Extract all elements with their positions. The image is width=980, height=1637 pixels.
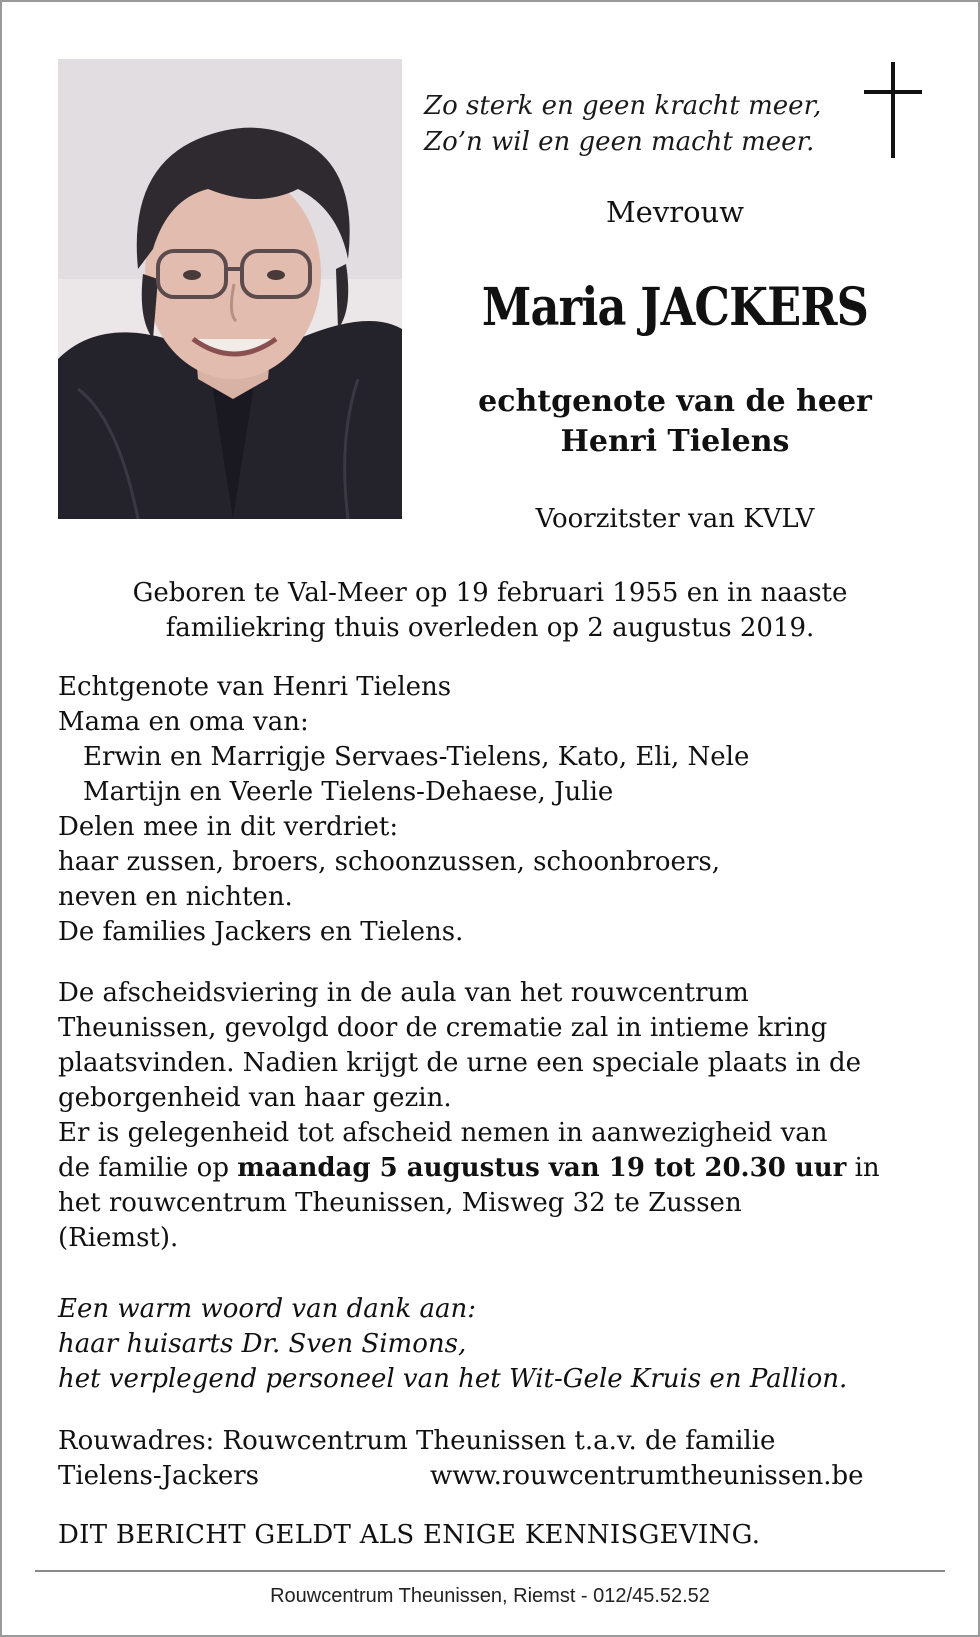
visit-time: maandag 5 augustus van 19 tot 20.30 uur	[237, 1153, 847, 1183]
relatives-line: De families Jackers en Tielens.	[58, 917, 464, 947]
spouse-name: Henri Tielens	[560, 424, 790, 459]
verse	[424, 88, 824, 160]
child-line: Martijn en Veerle Tielens-Dehaese, Julie	[83, 777, 614, 807]
service-line: Er is gelegenheid tot afscheid nemen in aanwezigheid van	[58, 1118, 828, 1148]
visit-line	[58, 1151, 938, 1186]
verse-line: Zo sterk en geen kracht meer,	[424, 91, 822, 121]
spouse-line: Echtgenote van Henri Tielens	[58, 672, 452, 702]
born-line: Geboren te Val-Meer op 19 februari 1955 en in naaste	[132, 578, 848, 608]
visit-suffix: in	[846, 1153, 880, 1183]
child-line: Erwin en Marrigje Servaes-Tielens, Kato, Eli, Nele	[83, 742, 750, 772]
family-name: Tielens-Jackers	[58, 1461, 260, 1491]
spouse-line: echtgenote van de heer	[478, 384, 872, 419]
family-section	[58, 670, 938, 950]
service-line: (Riemst).	[58, 1223, 179, 1253]
died-line: familiekring thuis overleden op 2 augustus 2019.	[165, 613, 815, 643]
share-intro: Delen mee in dit verdriet:	[58, 812, 399, 842]
service-line: plaatsvinden. Nadien krijgt de urne een speciale plaats in de	[58, 1048, 862, 1078]
visit-prefix: de familie op	[58, 1153, 238, 1183]
portrait-photo	[58, 59, 402, 519]
address-line: Rouwadres: Rouwcentrum Theunissen t.a.v. de familie	[58, 1426, 776, 1456]
thanks-line: het verplegend personeel van het Wit-Gele Kruis en Pallion.	[58, 1364, 848, 1394]
verse-line: Zo’n wil en geen macht meer.	[424, 127, 815, 157]
service-line: De afscheidsviering in de aula van het rouwcentrum	[58, 978, 749, 1008]
spouse-info	[440, 382, 910, 462]
service-line: Theunissen, gevolgd door de crematie zal in intieme kring	[58, 1013, 828, 1043]
thanks-section	[58, 1292, 938, 1397]
divider	[35, 1570, 945, 1572]
service-line: geborgenheid van haar gezin.	[58, 1083, 452, 1113]
address-row	[58, 1459, 938, 1494]
children-intro: Mama en oma van:	[58, 707, 309, 737]
notice: DIT BERICHT GELDT ALS ENIGE KENNISGEVING.	[58, 1520, 761, 1550]
footer: Rouwcentrum Theunissen, Riemst - 012/45.52.52	[270, 1585, 710, 1607]
deceased-name: Maria JACKERS	[481, 277, 869, 338]
service-section	[58, 976, 938, 1256]
cross-icon	[864, 62, 922, 158]
relatives-line: neven en nichten.	[58, 882, 293, 912]
relatives-line: haar zussen, broers, schoonzussen, schoonbroers,	[58, 847, 720, 877]
service-line: het rouwcentrum Theunissen, Misweg 32 te Zussen	[58, 1188, 742, 1218]
honorific: Mevrouw	[605, 195, 745, 229]
role: Voorzitster van KVLV	[535, 504, 815, 534]
address-section	[58, 1424, 938, 1494]
birth-death-info	[40, 576, 940, 646]
website-link[interactable]: www.rouwcentrumtheunissen.be	[430, 1461, 864, 1491]
thanks-line: haar huisarts Dr. Sven Simons,	[58, 1329, 467, 1359]
thanks-line: Een warm woord van dank aan:	[58, 1294, 476, 1324]
